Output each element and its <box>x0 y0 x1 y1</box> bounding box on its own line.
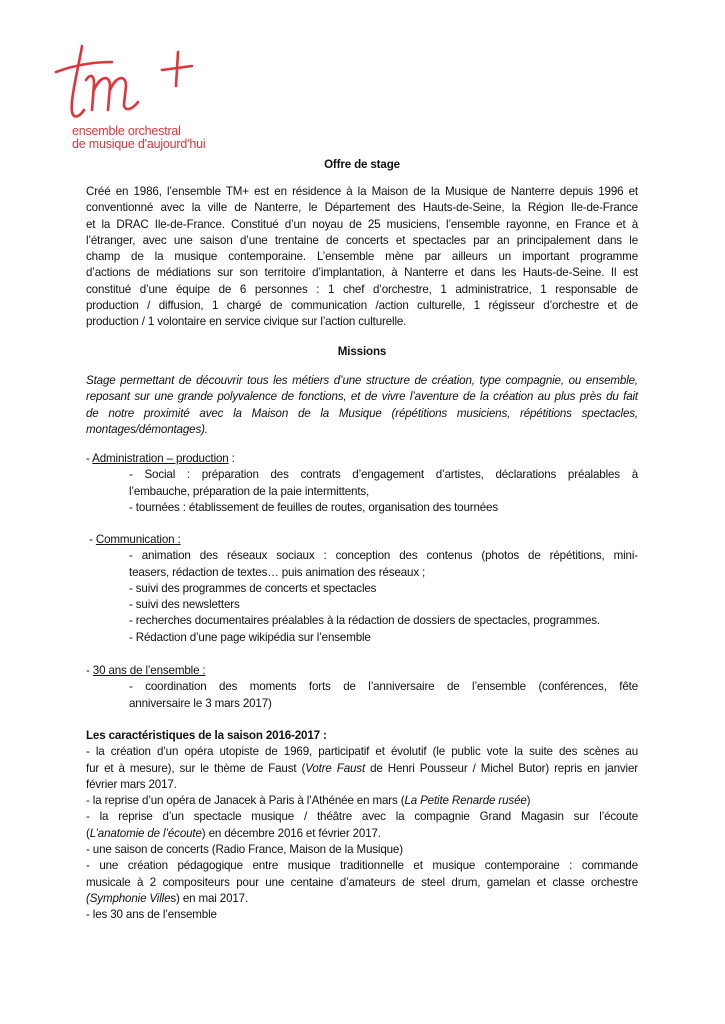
text: - la reprise d’un opéra de Janacek à Paris à l’Athénée en mars ( <box>86 794 405 808</box>
page-title: Offre de stage <box>324 158 400 171</box>
text-line: - Social : préparation des contrats d’engagement d’artistes, déclarations préalables à <box>129 468 638 482</box>
season-line <box>86 793 638 809</box>
logo-tagline-1: ensemble orchestral <box>72 124 181 138</box>
bullet: - <box>86 452 93 465</box>
season-heading: Les caractéristiques de la saison 2016-2017 : <box>86 729 327 742</box>
list-item <box>86 581 638 597</box>
text-line: - coordination des moments forts de l’anniversaire de l’ensemble (conférences, fête <box>129 680 638 694</box>
text-line: production / diffusion, 1 chargé de communication /action culturelle, 1 régisseur d’orchestre et de <box>86 299 638 313</box>
season-line <box>86 744 638 760</box>
list-item <box>86 597 638 613</box>
season-line <box>86 907 638 923</box>
bullet: - <box>86 664 93 677</box>
text-line: teasers, rédaction de textes… puis animation des réseaux ; <box>129 565 426 579</box>
text-line: de notre proximité avec la Maison de la Musique (répétitions musiciens, répétitions spectacles, <box>86 406 638 420</box>
work-title: (Symphonie Ville <box>86 891 171 905</box>
admin-section <box>86 451 638 516</box>
missions-intro <box>86 373 638 438</box>
season-section <box>86 728 638 924</box>
suffix: : <box>228 452 235 465</box>
text-line: d’actions de médiations sur son territoire d’implantation, à Nanterre et dans les Hauts-de-Seine. Il est <box>86 266 638 280</box>
list-item <box>86 548 638 581</box>
list-item <box>86 679 638 712</box>
text: fur et à mesure), sur le thème de Faust ( <box>86 761 306 775</box>
bullet: - <box>86 533 96 546</box>
text-line: production / 1 volontaire en service civique sur l’action culturelle. <box>86 315 407 329</box>
text: de Henri Pousseur / Michel Butor) repris en janvier <box>365 761 638 775</box>
work-title: La Petite Renarde rusée <box>404 794 527 808</box>
text-line: Créé en 1986, l’ensemble TM+ est en résidence à la Maison de la Musique de Nanterre depuis 1996 et <box>86 185 638 198</box>
section-title: Communication : <box>95 533 181 546</box>
text-line: anniversaire le 3 mars 2017) <box>129 696 272 710</box>
text: - les 30 ans de l’ensemble <box>86 908 217 922</box>
work-title: Votre Faust <box>305 761 366 775</box>
text: février mars 2017. <box>86 777 177 791</box>
work-title: L’anatomie de l’écoute <box>89 826 202 840</box>
section-heading <box>86 532 638 548</box>
list-item <box>86 613 638 629</box>
communication-section <box>86 532 638 646</box>
text: - une création pédagogique entre musique traditionnelle et musique contemporaine : commande <box>86 859 638 873</box>
text: s) en mai 2017. <box>170 891 249 905</box>
text-line: l’embauche, préparation de la paie intermittents, <box>129 484 370 498</box>
text-line: - Rédaction d’une page wikipédia sur l’ensemble <box>129 630 371 644</box>
text-line: - suivi des newsletters <box>129 598 240 612</box>
season-line <box>86 809 638 825</box>
text-line: reposant sur une grande polyvalence de fonctions, et de vivre l’aventure de la création au plus près du fait <box>86 390 638 404</box>
season-line <box>86 875 638 891</box>
section-heading <box>86 451 638 467</box>
text-line: l’étranger, avec une saison d’une trentaine de concerts et spectacles par an principalement dans le <box>86 233 638 247</box>
intro-paragraph <box>86 184 638 331</box>
section-title: Administration – production <box>92 452 229 465</box>
text-line: constitué d’une équipe de 6 personnes : 1 chef d’orchestre, 1 administratrice, 1 responsable de <box>86 282 638 296</box>
text: musicale à 2 compositeurs pour une centaine d’amateurs de steel drum, gamelan et classe orchestre <box>86 875 638 889</box>
season-line <box>86 842 638 858</box>
season-line <box>86 777 638 793</box>
list-item <box>86 500 638 516</box>
section-title: 30 ans de l’ensemble : <box>92 664 206 677</box>
text-line: - animation des réseaux sociaux : conception des contenus (photos de répétitions, mini- <box>129 549 638 563</box>
text-line: - recherches documentaires préalables à la rédaction de dossiers de spectacles, programmes. <box>129 614 600 628</box>
text: - la reprise d’un spectacle musique / théâtre avec la compagnie Grand Magasin sur l’écoute <box>86 810 638 824</box>
text-line: - tournées : établissement de feuilles de routes, organisation des tournées <box>129 500 498 514</box>
logo-tagline-2: de musique d'aujourd'hui <box>72 137 206 151</box>
text: - une saison de concerts (Radio France, Maison de la Musique) <box>86 843 403 857</box>
text-line: conventionné avec la ville de Nanterre, le Département des Hauts-de-Seine, la Région Ile-de-France <box>86 201 638 215</box>
section-heading <box>86 663 638 679</box>
missions-heading: Missions <box>337 345 387 358</box>
text-line: Stage permettant de découvrir tous les métiers d’une structure de création, type compagnie, ou ensemble, <box>86 374 638 387</box>
text-line: et la DRAC Ile-de-France. Constitué d’un noyau de 25 musiciens, l’ensemble rayonne, en France et à <box>86 217 638 231</box>
list-item <box>86 467 638 500</box>
season-line <box>86 761 638 777</box>
text-line: - suivi des programmes de concerts et spectacles <box>129 581 377 595</box>
anniversary-section <box>86 663 638 712</box>
text: ) <box>526 794 531 808</box>
list-item <box>86 630 638 646</box>
season-line <box>86 858 638 874</box>
text-line: montages/démontages). <box>86 422 208 436</box>
text: - la création d’un opéra utopiste de 1969, participatif et évolutif (le public vote la suite des scènes au <box>86 745 638 759</box>
text-line: champ de la musique contemporaine. L’ensemble mène par ailleurs un important programme <box>86 250 638 264</box>
season-line <box>86 826 638 842</box>
season-line <box>86 891 638 907</box>
text: ( <box>86 826 90 840</box>
text: ) en décembre 2016 et février 2017. <box>201 826 381 840</box>
